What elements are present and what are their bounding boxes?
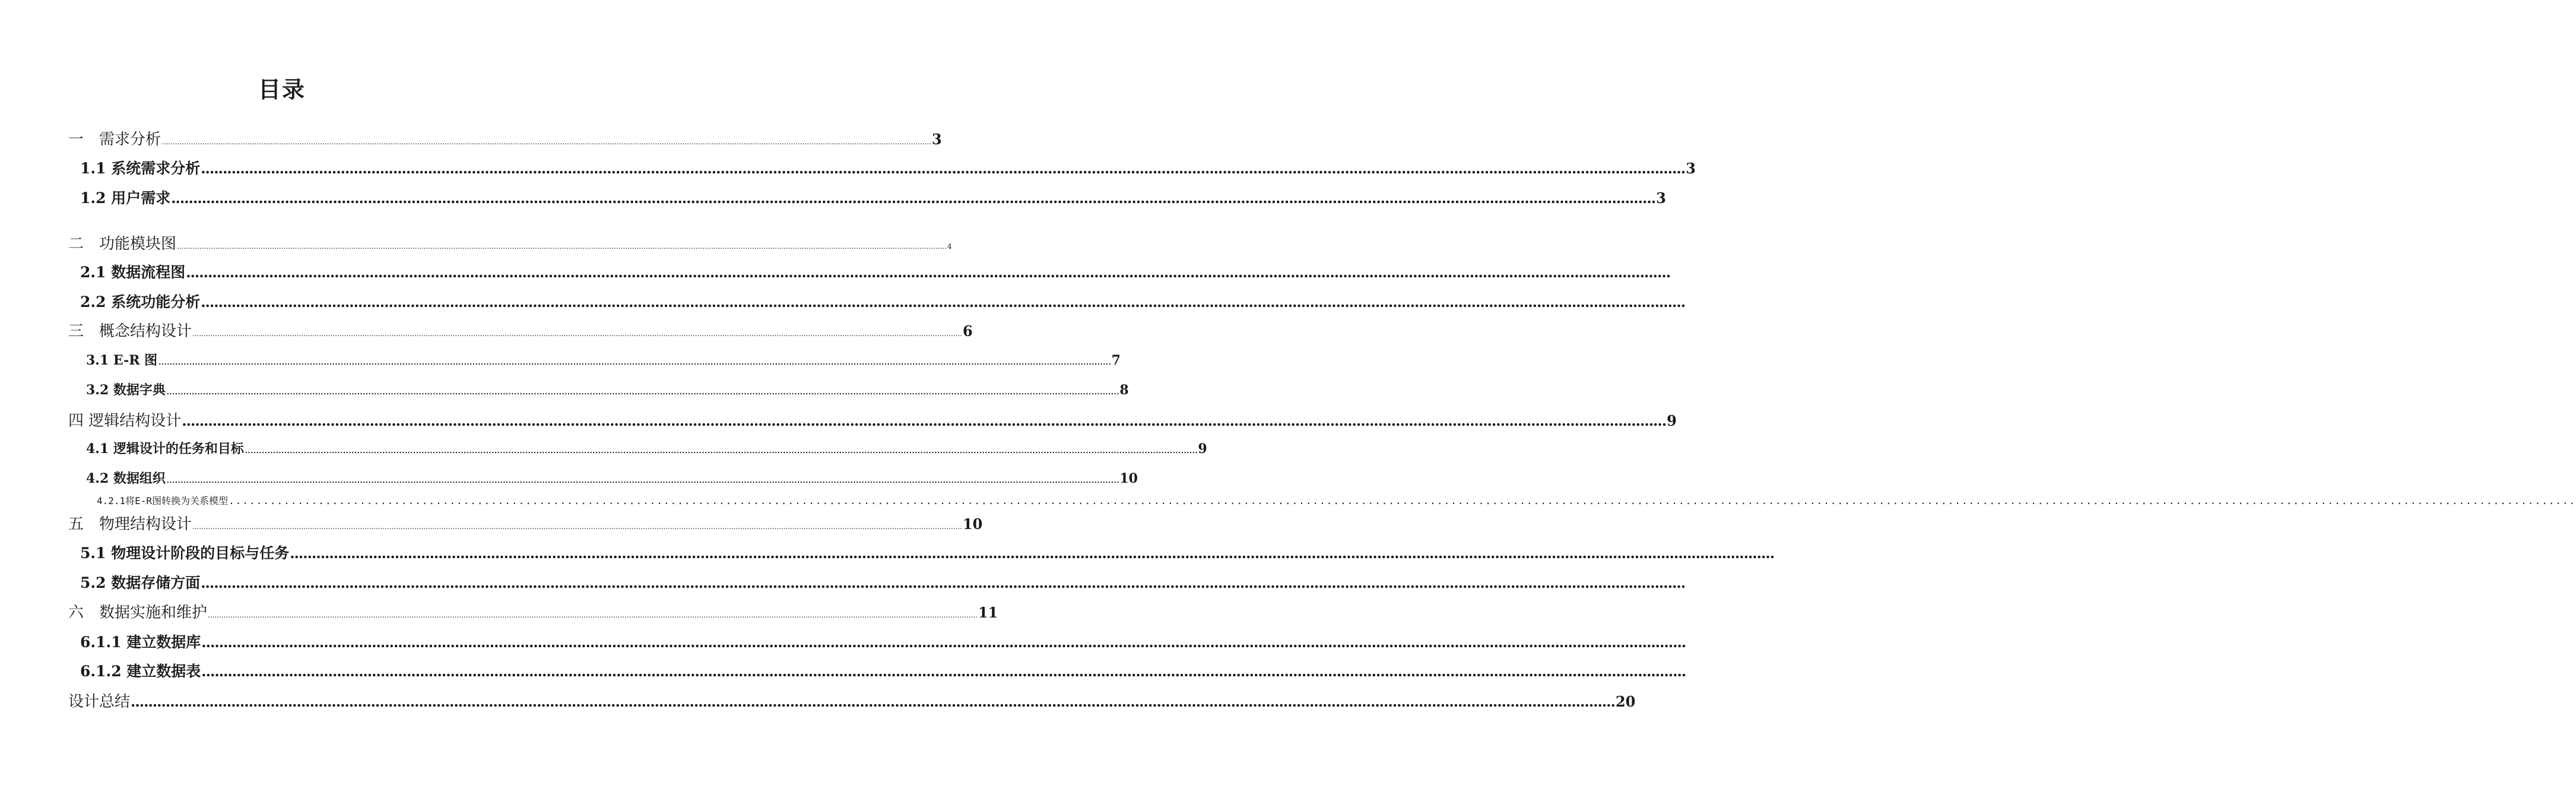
toc-entry-label: 4.2 数据组织	[86, 471, 166, 486]
toc-entry[interactable]	[68, 232, 952, 254]
dot-leader: ....................................................................................................................................................................................................................................................................................................................................................	[192, 522, 962, 531]
toc-entry-label: 2.2 系统功能分析	[80, 293, 201, 311]
dot-leader: ....................................................................................................................................................................................................................................................................................................................................................	[131, 693, 1615, 710]
dot-leader: ....................................................................................................................................................................................................................................................................................................................................................	[177, 242, 947, 251]
dot-leader: ....................................................................................................................................................................................................................................................................................................................................................	[186, 264, 1671, 281]
toc-entry[interactable]	[68, 600, 998, 622]
dot-leader: ....................................................................................................................................................................................................................................................................................................................................................	[201, 293, 1686, 311]
toc-entry-label: 3.2 数据字典	[86, 382, 166, 398]
dot-leader: ....................................................................................................................................................................................................................................................................................................................................................	[171, 189, 1656, 207]
toc-entry[interactable]	[68, 689, 1636, 711]
toc-entry-label: 5.1 物理设计阶段的目标与任务	[80, 544, 290, 562]
toc-page-number: 6	[962, 322, 973, 340]
toc-entry[interactable]	[80, 631, 1686, 652]
dot-leader: ....................................................................................................................................................................................................................................................................................................................................................	[161, 138, 931, 146]
toc-page-number: 3	[931, 131, 942, 148]
toc-entry[interactable]	[86, 439, 1207, 457]
toc-entry[interactable]	[80, 542, 1775, 563]
toc-entry[interactable]	[80, 261, 1671, 282]
toc-entry-label: 三 概念结构设计	[68, 322, 192, 340]
dot-leader: ....................................................................................................................................................................................................................................................................................................................................................	[158, 355, 1111, 368]
toc-entry[interactable]	[80, 157, 1696, 178]
toc-entry-label: 1.2 用户需求	[80, 189, 171, 207]
toc-entry-label: 5.2 数据存储方面	[80, 574, 201, 591]
dot-leader: ....................................................................................................................................................................................................................................................................................................................................................	[201, 663, 1686, 680]
toc-entry-label: 六 数据实施和维护	[68, 604, 208, 622]
dot-leader: ....................................................................................................................................................................................................................................................................................................................................................	[229, 495, 2576, 506]
toc-entry[interactable]	[86, 350, 1121, 369]
dot-leader: ....................................................................................................................................................................................................................................................................................................................................................	[201, 574, 1686, 591]
toc-page-number: 4	[947, 242, 952, 251]
dot-leader: ....................................................................................................................................................................................................................................................................................................................................................	[244, 444, 1198, 456]
toc-page-number: 9	[1667, 412, 1677, 429]
dot-leader: ....................................................................................................................................................................................................................................................................................................................................................	[208, 611, 978, 619]
toc-entry-label: 6.1.2 建立数据表	[80, 663, 201, 680]
toc-page-number: 9	[1198, 441, 1207, 457]
toc-entry-label: 2.1 数据流程图	[80, 264, 186, 281]
toc-entry-label: 1.1 系统需求分析	[80, 160, 201, 177]
toc-entry[interactable]	[68, 319, 973, 341]
toc-entry[interactable]	[80, 660, 1686, 681]
dot-leader: ....................................................................................................................................................................................................................................................................................................................................................	[166, 385, 1119, 397]
toc-page-number: 8	[1119, 382, 1129, 398]
toc-entry-label: 4.2.1将E-R图转换为关系模型	[97, 495, 229, 506]
toc-page-number: 10	[962, 515, 983, 533]
toc-page-number: 3	[1656, 189, 1666, 207]
toc-entry-label: 4.1 逻辑设计的任务和目标	[86, 441, 244, 457]
dot-leader: ....................................................................................................................................................................................................................................................................................................................................................	[201, 160, 1686, 177]
dot-leader: ....................................................................................................................................................................................................................................................................................................................................................	[182, 412, 1667, 429]
toc-entry-label: 3.1 E-R 图	[86, 353, 158, 368]
page-title: 目录	[258, 76, 306, 103]
dot-leader: ....................................................................................................................................................................................................................................................................................................................................................	[290, 544, 1775, 562]
dot-leader: ....................................................................................................................................................................................................................................................................................................................................................	[192, 330, 962, 338]
toc-page-number: 3	[1686, 160, 1696, 177]
toc-entry[interactable]	[86, 468, 1138, 487]
toc-entry[interactable]	[68, 127, 942, 149]
toc-entry-label: 设计总结	[68, 693, 131, 711]
toc-entry[interactable]	[68, 408, 1677, 430]
toc-entry[interactable]	[68, 512, 983, 534]
toc-entry-label: 6.1.1 建立数据库	[80, 634, 201, 651]
toc-entry-label: 五 物理结构设计	[68, 515, 192, 533]
toc-entry-label: 二 功能模块图	[68, 235, 177, 253]
toc-entry-label: 四 逻辑结构设计	[68, 412, 182, 430]
toc-page-number: 20	[1615, 693, 1636, 710]
toc-entry[interactable]	[97, 493, 2576, 507]
toc-page-number: 7	[1111, 353, 1121, 368]
toc-entry[interactable]	[80, 571, 1686, 593]
toc-entry[interactable]	[80, 290, 1686, 312]
dot-leader: ....................................................................................................................................................................................................................................................................................................................................................	[201, 634, 1686, 651]
toc-entry-label: 一 需求分析	[68, 131, 161, 148]
dot-leader: ....................................................................................................................................................................................................................................................................................................................................................	[166, 473, 1119, 486]
toc-entry[interactable]	[86, 380, 1129, 398]
toc-page-number: 11	[978, 604, 998, 621]
toc-page-number: 10	[1119, 471, 1138, 486]
toc-entry[interactable]	[80, 186, 1666, 208]
